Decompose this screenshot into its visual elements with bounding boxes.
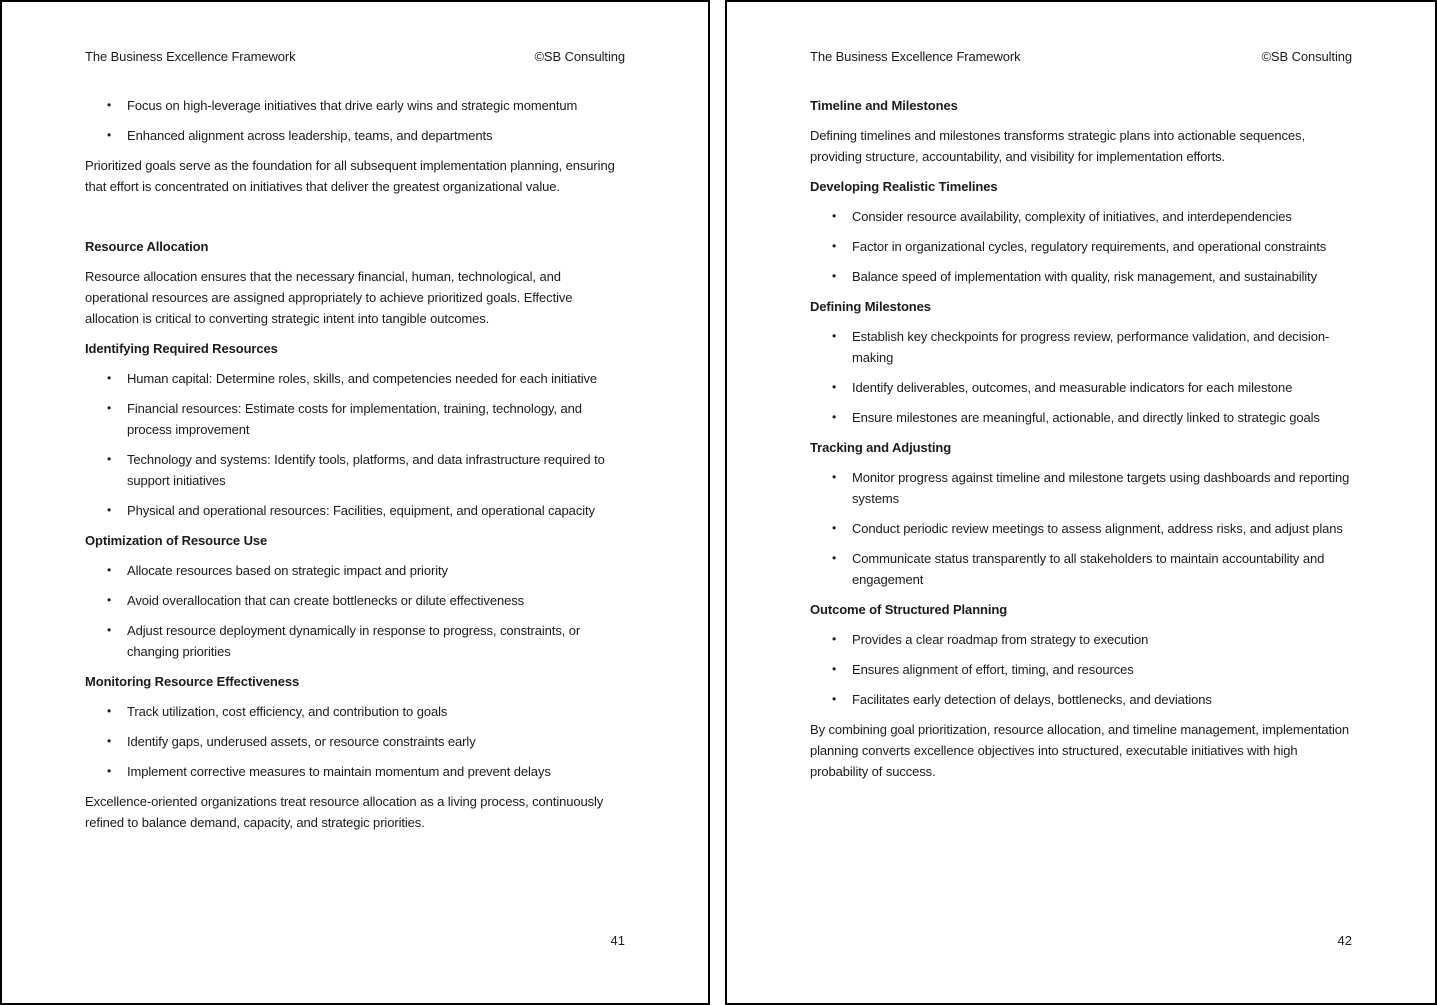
page-42 [725, 0, 1437, 1005]
page-42-content [810, 95, 1352, 782]
bullet-icon: • [107, 623, 112, 637]
page-header [810, 46, 1352, 67]
bullet-item [85, 620, 625, 662]
bullet-item [810, 407, 1352, 428]
bullet-item [810, 689, 1352, 710]
bullet-icon: • [832, 380, 837, 394]
blank-line [85, 206, 625, 236]
bullet-item [810, 377, 1352, 398]
section-heading: Timeline and Milestones [810, 98, 958, 113]
bullet-item [810, 548, 1352, 590]
bullet-icon: • [107, 401, 112, 415]
bullet-item [810, 326, 1352, 368]
bullet-icon: • [832, 521, 837, 535]
paragraph: Prioritized goals serve as the foundation for all subsequent implementation planning, ensuring that effort is concentrated on initiatives that deliver the greatest organizational value. [85, 158, 615, 194]
bullet-icon: • [107, 764, 112, 778]
bullet-icon: • [832, 662, 837, 676]
paragraph: Defining timelines and milestones transforms strategic plans into actionable sequences, providing structure, accountability, and visibility for implementation efforts. [810, 128, 1305, 164]
bullet-text: Focus on high-leverage initiatives that drive early wins and strategic momentum [127, 98, 578, 113]
section-heading: Optimization of Resource Use [85, 533, 268, 548]
bullet-item [810, 266, 1352, 287]
bullet-text: Conduct periodic review meetings to assess alignment, address risks, and adjust plans [852, 521, 1343, 536]
bullet-icon: • [832, 410, 837, 424]
bullet-text: Financial resources: Estimate costs for implementation, training, technology, and process improvement [127, 401, 582, 437]
document-title: The Business Excellence Framework [85, 49, 296, 64]
bullet-item [85, 560, 625, 581]
bullet-item [85, 701, 625, 722]
bullet-text: Establish key checkpoints for progress review, performance validation, and decision-making [852, 329, 1330, 365]
bullet-text: Ensures alignment of effort, timing, and resources [852, 662, 1134, 677]
bullet-text: Factor in organizational cycles, regulatory requirements, and operational constraints [852, 239, 1327, 254]
bullet-icon: • [832, 209, 837, 223]
page-number: 41 [610, 933, 625, 948]
bullet-text: Implement corrective measures to maintain momentum and prevent delays [127, 764, 551, 779]
bullet-item [810, 236, 1352, 257]
bullet-item [810, 518, 1352, 539]
bullet-text: Allocate resources based on strategic impact and priority [127, 563, 448, 578]
bullet-item [85, 500, 625, 521]
section-heading: Outcome of Structured Planning [810, 602, 1008, 617]
bullet-icon: • [107, 452, 112, 466]
bullet-icon: • [107, 734, 112, 748]
bullet-text: Enhanced alignment across leadership, teams, and departments [127, 128, 493, 143]
bullet-item [810, 629, 1352, 650]
bullet-item [85, 398, 625, 440]
bullet-item [85, 125, 625, 146]
section-heading: Developing Realistic Timelines [810, 179, 998, 194]
page-42-inner [727, 2, 1435, 782]
bullet-text: Identify gaps, underused assets, or resource constraints early [127, 734, 476, 749]
bullet-text: Balance speed of implementation with quality, risk management, and sustainability [852, 269, 1317, 284]
section-heading: Identifying Required Resources [85, 341, 278, 356]
bullet-text: Facilitates early detection of delays, bottlenecks, and deviations [852, 692, 1212, 707]
bullet-icon: • [107, 98, 112, 112]
section-heading: Defining Milestones [810, 299, 931, 314]
bullet-icon: • [107, 128, 112, 142]
page-41-content [85, 95, 625, 833]
page-number: 42 [1337, 933, 1352, 948]
bullet-text: Provides a clear roadmap from strategy to execution [852, 632, 1149, 647]
paragraph: Resource allocation ensures that the necessary financial, human, technological, and operational resources are assigned appropriately to achieve prioritized goals. Effective allocation is critical to converting strategic intent into tangible outcomes. [85, 269, 573, 326]
section-heading: Monitoring Resource Effectiveness [85, 674, 300, 689]
bullet-icon: • [832, 551, 837, 565]
paragraph: By combining goal prioritization, resource allocation, and timeline management, implementation planning converts excellence objectives into structured, executable initiatives with high probability of success. [810, 722, 1350, 779]
bullet-item [85, 449, 625, 491]
page-41 [0, 0, 710, 1005]
bullet-icon: • [832, 329, 837, 343]
bullet-icon: • [832, 692, 837, 706]
section-heading: Resource Allocation [85, 239, 209, 254]
bullet-item [85, 368, 625, 389]
bullet-item [85, 731, 625, 752]
bullet-icon: • [107, 563, 112, 577]
bullet-text: Physical and operational resources: Facilities, equipment, and operational capacity [127, 503, 595, 518]
bullet-text: Adjust resource deployment dynamically in response to progress, constraints, or changing priorities [127, 623, 581, 659]
bullet-text: Consider resource availability, complexity of initiatives, and interdependencies [852, 209, 1292, 224]
bullet-icon: • [832, 632, 837, 646]
bullet-item [810, 206, 1352, 227]
bullet-text: Human capital: Determine roles, skills, and competencies needed for each initiative [127, 371, 598, 386]
bullet-item [810, 659, 1352, 680]
bullet-text: Monitor progress against timeline and milestone targets using dashboards and reporting systems [852, 470, 1350, 506]
bullet-item [85, 761, 625, 782]
bullet-text: Track utilization, cost efficiency, and contribution to goals [127, 704, 448, 719]
page-41-inner [2, 2, 708, 833]
bullet-icon: • [107, 371, 112, 385]
bullet-text: Avoid overallocation that can create bottlenecks or dilute effectiveness [127, 593, 525, 608]
bullet-icon: • [832, 269, 837, 283]
bullet-icon: • [107, 593, 112, 607]
bullet-icon: • [107, 704, 112, 718]
bullet-item [85, 590, 625, 611]
bullet-icon: • [832, 239, 837, 253]
bullet-text: Identify deliverables, outcomes, and measurable indicators for each milestone [852, 380, 1293, 395]
bullet-icon: • [832, 470, 837, 484]
section-heading: Tracking and Adjusting [810, 440, 952, 455]
bullet-item [810, 467, 1352, 509]
copyright-notice: ©SB Consulting [1261, 49, 1352, 64]
copyright-notice: ©SB Consulting [534, 49, 625, 64]
paragraph: Excellence-oriented organizations treat resource allocation as a living process, continuously refined to balance demand, capacity, and strategic priorities. [85, 794, 604, 830]
bullet-text: Ensure milestones are meaningful, actionable, and directly linked to strategic goals [852, 410, 1320, 425]
bullet-icon: • [107, 503, 112, 517]
bullet-text: Communicate status transparently to all stakeholders to maintain accountability and engagement [852, 551, 1325, 587]
bullet-text: Technology and systems: Identify tools, platforms, and data infrastructure required to support initiatives [127, 452, 605, 488]
document-title: The Business Excellence Framework [810, 49, 1021, 64]
bullet-item [85, 95, 625, 116]
page-header [85, 46, 625, 67]
